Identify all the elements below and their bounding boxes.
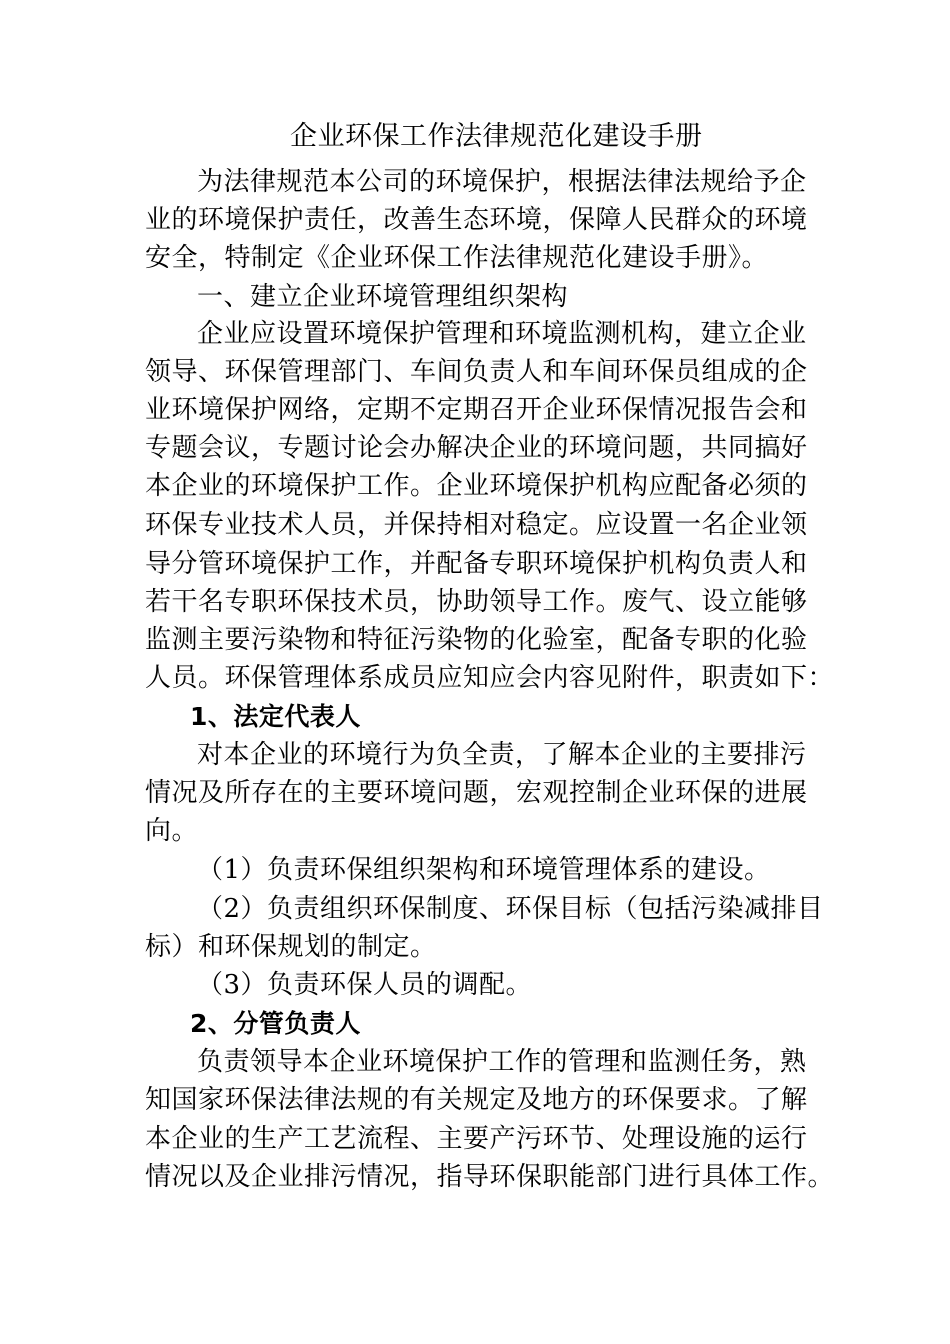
paragraph-line: 环保专业技术人员，并保持相对稳定。应设置一名企业领 (145, 510, 808, 540)
role-heading: 1、法定代表人 (190, 702, 361, 731)
paragraph-line: 业环境保护网络，定期不定期召开企业环保情况报告会和 (145, 395, 808, 425)
paragraph-line: 本企业的环境保护工作。企业环境保护机构应配备必须的 (145, 471, 808, 501)
paragraph-line: 向。 (145, 816, 199, 846)
list-item: （2）负责组织环保制度、环保目标（包括污染减排目 (197, 894, 824, 924)
paragraph-line: 对本企业的环境行为负全责，了解本企业的主要排污 (197, 740, 807, 770)
paragraph-line: 企业应设置环境保护管理和环境监测机构，建立企业 (197, 319, 807, 349)
document-title: 企业环保工作法律规范化建设手册 (290, 121, 703, 152)
paragraph-line: 监测主要污染物和特征污染物的化验室，配备专职的化验 (145, 625, 808, 655)
intro-line: 安全，特制定《企业环保工作法律规范化建设手册》。 (145, 243, 769, 273)
paragraph-line: 领导、环保管理部门、车间负责人和车间环保员组成的企 (145, 357, 808, 387)
paragraph-line: 专题会议，专题讨论会办解决企业的环境问题，共同搞好 (145, 433, 808, 463)
list-item: （3）负责环保人员的调配。 (197, 970, 533, 1000)
paragraph-line: 负责领导本企业环境保护工作的管理和监测任务，熟 (197, 1047, 807, 1077)
paragraph-line: 若干名专职环保技术员，协助领导工作。废气、设立能够 (145, 587, 808, 617)
intro-line: 业的环境保护责任，改善生态环境，保障人民群众的环境 (145, 205, 808, 235)
paragraph-line: 情况及所存在的主要环境问题，宏观控制企业环保的进展 (145, 778, 808, 808)
paragraph-line: 情况以及企业排污情况，指导环保职能部门进行具体工作。 (145, 1162, 835, 1192)
role-heading: 2、分管负责人 (190, 1009, 361, 1038)
intro-line: 为法律规范本公司的环境保护，根据法律法规给予企 (197, 167, 807, 197)
paragraph-line: 导分管环境保护工作，并配备专职环境保护机构负责人和 (145, 549, 808, 579)
list-item: 标）和环保规划的制定。 (145, 932, 437, 962)
paragraph-line: 本企业的生产工艺流程、主要产污环节、处理设施的运行 (145, 1124, 808, 1154)
section-heading: 一、建立企业环境管理组织架构 (197, 282, 569, 312)
list-item: （1）负责环保组织架构和环境管理体系的建设。 (197, 855, 771, 885)
paragraph-line: 人员。环保管理体系成员应知应会内容见附件，职责如下： (145, 663, 835, 693)
paragraph-line: 知国家环保法律法规的有关规定及地方的环保要求。了解 (145, 1085, 808, 1115)
